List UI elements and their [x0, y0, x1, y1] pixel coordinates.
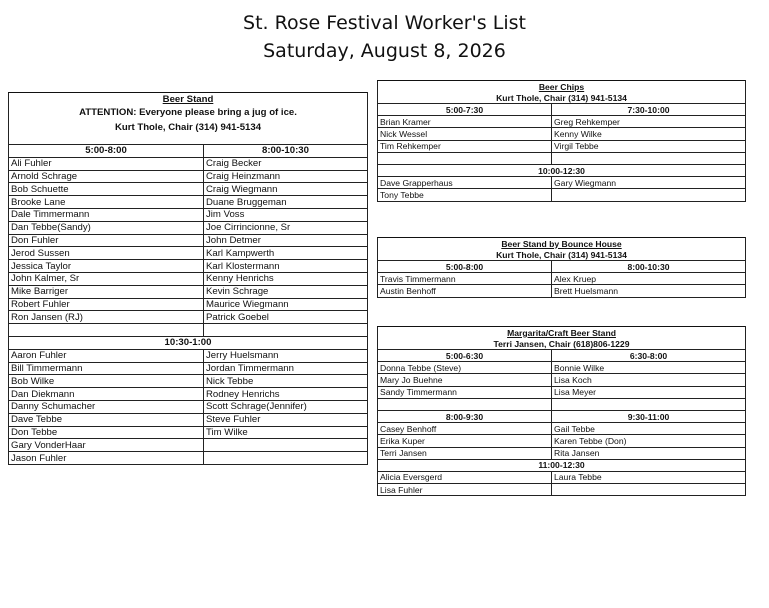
worker-name: Dave Tebbe	[9, 413, 204, 426]
worker-row	[9, 400, 368, 413]
page-title: St. Rose Festival Worker's List	[243, 12, 526, 34]
worker-row	[9, 298, 368, 311]
worker-row	[378, 177, 746, 189]
worker-name: Lisa Fuhler	[378, 484, 552, 496]
shift-header: 5:00-6:30	[378, 350, 552, 362]
worker-name: Bob Schuette	[9, 183, 204, 196]
worker-row	[378, 484, 746, 496]
beer-stand-notice: ATTENTION: Everyone please bring a jug of ice.	[9, 105, 368, 119]
worker-name: Bonnie Wilke	[552, 362, 746, 374]
worker-name: Karl Klostermann	[204, 260, 368, 273]
worker-name: Don Fuhler	[9, 234, 204, 247]
worker-name: Gary Wiegmann	[552, 177, 746, 189]
worker-name: Ali Fuhler	[9, 157, 204, 170]
worker-name: Gary VonderHaar	[9, 439, 204, 452]
worker-name: Alicia Eversgerd	[378, 471, 552, 483]
shift-header: 8:00-10:30	[204, 145, 368, 158]
worker-name: Donna Tebbe (Steve)	[378, 362, 552, 374]
worker-name: Danny Schumacher	[9, 400, 204, 413]
worker-row	[378, 116, 746, 128]
worker-row	[378, 435, 746, 447]
worker-name: Robert Fuhler	[9, 298, 204, 311]
worker-name: Greg Rehkemper	[552, 116, 746, 128]
shift-header: 8:00-10:30	[552, 261, 746, 273]
worker-row	[378, 447, 746, 459]
worker-name: Kenny Wilke	[552, 128, 746, 140]
worker-name: Kevin Schrage	[204, 285, 368, 298]
worker-name: Jerry Huelsmann	[204, 349, 368, 362]
worker-name	[204, 439, 368, 452]
worker-row	[378, 189, 746, 201]
worker-name: Jessica Taylor	[9, 260, 204, 273]
margarita-table	[377, 326, 746, 496]
worker-name: Tony Tebbe	[378, 189, 552, 201]
worker-name: Craig Wiegmann	[204, 183, 368, 196]
worker-row	[9, 388, 368, 401]
worker-row	[378, 386, 746, 398]
worker-name: Casey Benhoff	[378, 423, 552, 435]
worker-name: Brett Huelsmann	[552, 285, 746, 297]
worker-name: Tim Rehkemper	[378, 140, 552, 152]
worker-row	[9, 413, 368, 426]
worker-name: Terri Jansen	[378, 447, 552, 459]
bounce-house-table	[377, 237, 746, 298]
worker-row	[9, 208, 368, 221]
worker-name: Austin Benhoff	[378, 285, 552, 297]
worker-name: Mike Barriger	[9, 285, 204, 298]
worker-name: Karl Kampwerth	[204, 247, 368, 260]
worker-row	[9, 157, 368, 170]
worker-name: Nick Tebbe	[204, 375, 368, 388]
beer-stand-heading: Beer Stand	[9, 93, 368, 106]
worker-name: Duane Bruggeman	[204, 196, 368, 209]
worker-name: Jason Fuhler	[9, 452, 204, 465]
worker-name: Ron Jansen (RJ)	[9, 311, 204, 324]
worker-row	[9, 234, 368, 247]
worker-name: Tim Wilke	[204, 426, 368, 439]
worker-name: John Detmer	[204, 234, 368, 247]
worker-name: Dale Timmermann	[9, 208, 204, 221]
page-date: Saturday, August 8, 2026	[263, 40, 506, 62]
worker-row	[9, 362, 368, 375]
worker-name: Jerod Sussen	[9, 247, 204, 260]
blank-row	[378, 398, 746, 410]
shift-header: 5:00-8:00	[378, 261, 552, 273]
shift-header: 8:00-9:30	[378, 410, 552, 422]
worker-name: Sandy Timmermann	[378, 386, 552, 398]
worker-row	[378, 128, 746, 140]
worker-name: John Kalmer, Sr	[9, 272, 204, 285]
worker-name: Kenny Henrichs	[204, 272, 368, 285]
margarita-heading: Margarita/Craft Beer Stand	[378, 327, 746, 339]
beer-chips-heading: Beer Chips	[378, 81, 746, 93]
worker-name: Gail Tebbe	[552, 423, 746, 435]
worker-name: Alex Kruep	[552, 273, 746, 285]
worker-name: Bill Timmermann	[9, 362, 204, 375]
shift-header: 10:00-12:30	[378, 164, 746, 176]
worker-name: Steve Fuhler	[204, 413, 368, 426]
worker-name: Erika Kuper	[378, 435, 552, 447]
worker-name: Bob Wilke	[9, 375, 204, 388]
shift-header: 11:00-12:30	[378, 459, 746, 471]
worker-row	[9, 183, 368, 196]
worker-row	[9, 272, 368, 285]
worker-name: Patrick Goebel	[204, 311, 368, 324]
shift-header: 5:00-8:00	[9, 145, 204, 158]
worker-name: Craig Heinzmann	[204, 170, 368, 183]
worker-name: Brooke Lane	[9, 196, 204, 209]
worker-name: Don Tebbe	[9, 426, 204, 439]
worker-name: Maurice Wiegmann	[204, 298, 368, 311]
blank-row	[9, 324, 368, 337]
worker-name: Mary Jo Buehne	[378, 374, 552, 386]
bounce-house-heading: Beer Stand by Bounce House	[378, 238, 746, 250]
blank-row	[378, 152, 746, 164]
worker-row	[9, 285, 368, 298]
worker-name: Lisa Koch	[552, 374, 746, 386]
worker-name: Laura Tebbe	[552, 471, 746, 483]
worker-name: Dan Diekmann	[9, 388, 204, 401]
worker-name: Lisa Meyer	[552, 386, 746, 398]
worker-name: Karen Tebbe (Don)	[552, 435, 746, 447]
worker-name: Dan Tebbe(Sandy)	[9, 221, 204, 234]
worker-row	[9, 170, 368, 183]
worker-name	[552, 189, 746, 201]
worker-row	[9, 221, 368, 234]
worker-name: Craig Becker	[204, 157, 368, 170]
beer-chips-chair: Kurt Thole, Chair (314) 941-5134	[378, 92, 746, 104]
worker-name: Virgil Tebbe	[552, 140, 746, 152]
worker-row	[9, 452, 368, 465]
worker-name: Nick Wessel	[378, 128, 552, 140]
worker-name	[204, 452, 368, 465]
worker-name: Brian Kramer	[378, 116, 552, 128]
worker-name: Joe Cirrincionne, Sr	[204, 221, 368, 234]
shift-header: 10:30-1:00	[9, 336, 368, 349]
margarita-chair: Terri Jansen, Chair (618)806-1229	[378, 338, 746, 350]
worker-name	[552, 484, 746, 496]
worker-row	[9, 196, 368, 209]
worker-row	[378, 140, 746, 152]
beer-stand-chair: Kurt Thole, Chair (314) 941-5134	[9, 119, 368, 135]
worker-row	[378, 285, 746, 297]
worker-row	[378, 423, 746, 435]
worker-name: Rodney Henrichs	[204, 388, 368, 401]
beer-chips-table	[377, 80, 746, 202]
worker-name: Rita Jansen	[552, 447, 746, 459]
worker-name: Arnold Schrage	[9, 170, 204, 183]
worker-name: Jordan Timmermann	[204, 362, 368, 375]
shift-header: 6:30-8:00	[552, 350, 746, 362]
shift-header: 7:30-10:00	[552, 104, 746, 116]
worker-row	[378, 273, 746, 285]
worker-row	[9, 439, 368, 452]
worker-name: Scott Schrage(Jennifer)	[204, 400, 368, 413]
worker-row	[9, 260, 368, 273]
worker-row	[9, 311, 368, 324]
beer-stand-table	[8, 92, 368, 465]
worker-name: Jim Voss	[204, 208, 368, 221]
worker-row	[9, 426, 368, 439]
bounce-house-chair: Kurt Thole, Chair (314) 941-5134	[378, 249, 746, 261]
worker-row	[378, 362, 746, 374]
worker-row	[9, 349, 368, 362]
shift-header: 5:00-7:30	[378, 104, 552, 116]
worker-row	[378, 374, 746, 386]
worker-row	[378, 471, 746, 483]
worker-name: Travis Timmermann	[378, 273, 552, 285]
worker-row	[9, 375, 368, 388]
shift-header: 9:30-11:00	[552, 410, 746, 422]
worker-row	[9, 247, 368, 260]
worker-name: Aaron Fuhler	[9, 349, 204, 362]
worker-name: Dave Grapperhaus	[378, 177, 552, 189]
